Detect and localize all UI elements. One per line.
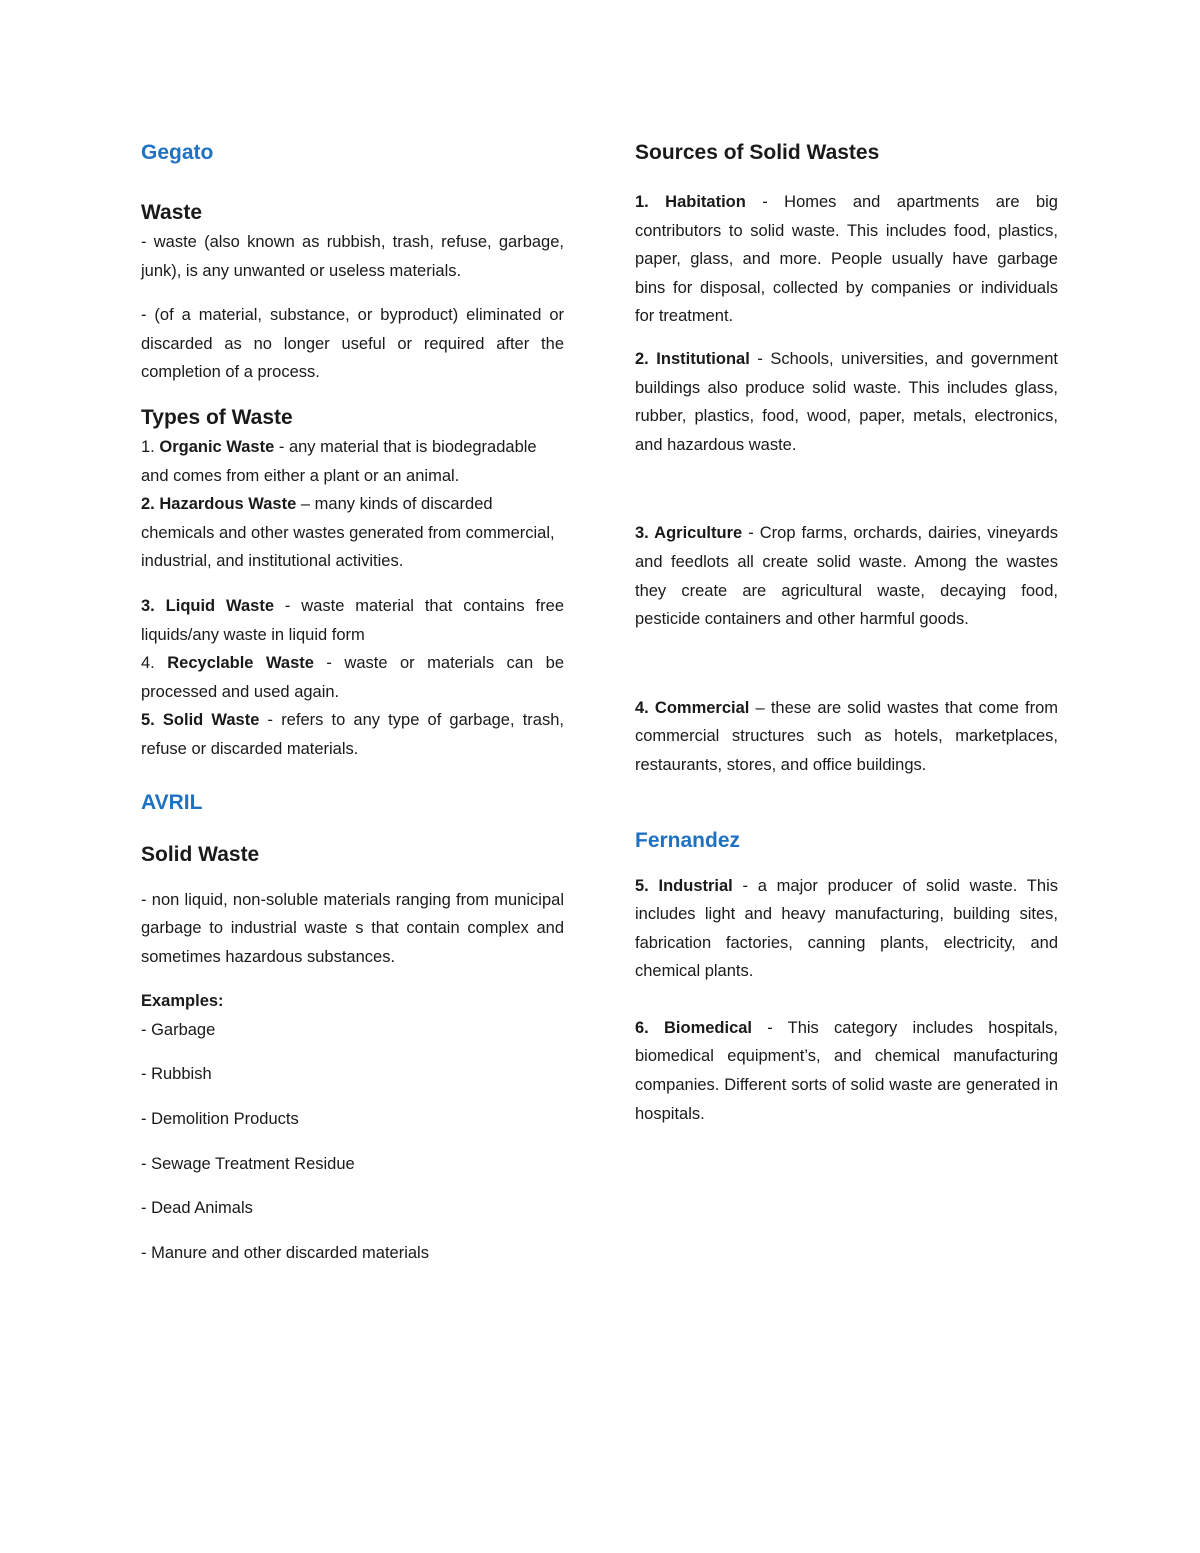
author-name-avril: AVRIL: [141, 790, 203, 814]
right-column: [635, 138, 1058, 1128]
waste-type-name: Liquid Waste: [165, 596, 275, 615]
examples-label: Examples:: [141, 992, 224, 1011]
sources-heading: Sources of Solid Wastes: [635, 141, 880, 164]
source-name: Agriculture: [654, 524, 743, 543]
types-of-waste-heading: Types of Waste: [141, 405, 293, 429]
source-institutional: 2. Institutional - Schools, universities, and government buildings also produce solid waste. This includes glass, rubber, plastics, food, wood, paper, metals, electronics, and hazardous waste.: [635, 349, 1058, 454]
waste-type-name: Recyclable Waste: [167, 654, 314, 673]
source-agriculture: 3. Agriculture - Crop farms, orchards, dairies, vineyards and feedlots all create solid waste. Among the wastes they create are agricultural waste, decaying food, pesticide containers and other harmful goods.: [635, 524, 1058, 629]
solid-waste-definition: - non liquid, non-soluble materials ranging from municipal garbage to industrial waste s that contain complex and sometimes hazardous substances.: [141, 890, 564, 966]
source-name: Institutional: [656, 349, 750, 368]
source-name: Commercial: [654, 698, 750, 717]
example-item: - Sewage Treatment Residue: [141, 1154, 355, 1173]
source-industrial: 5. Industrial - a major producer of solid waste. This includes light and heavy manufacturing, building sites, fabrication factories, canning plants, electricity, and chemical plants.: [635, 876, 1058, 981]
waste-definition-1: - waste (also known as rubbish, trash, refuse, garbage, junk), is any unwanted or useless materials.: [141, 233, 564, 280]
example-item: - Garbage: [141, 1020, 216, 1039]
waste-type-recyclable: 4. Recyclable Waste - waste or materials can be processed and used again.: [141, 654, 564, 701]
waste-type-name: Hazardous Waste: [159, 495, 297, 514]
author-name-fernandez: Fernandez: [635, 828, 741, 852]
waste-heading: Waste: [141, 201, 203, 224]
source-habitation: 1. Habitation - Homes and apartments are big contributors to solid waste. This includes food, plastics, paper, glass, and more. People usually have garbage bins for disposal, collected by companies or individuals for treatment.: [635, 193, 1058, 326]
source-biomedical: 6. Biomedical - This category includes hospitals, biomedical equipment’s, and chemical manufacturing companies. Different sorts of solid waste are generated in hospitals.: [635, 1018, 1058, 1123]
solid-waste-heading: Solid Waste: [141, 842, 260, 866]
example-item: - Dead Animals: [141, 1199, 253, 1218]
example-item: - Demolition Products: [141, 1110, 299, 1129]
example-item: - Rubbish: [141, 1065, 212, 1084]
waste-type-solid: 5. Solid Waste - refers to any type of garbage, trash, refuse or discarded materials.: [141, 711, 564, 758]
waste-type-name: Solid Waste: [162, 711, 260, 730]
source-commercial: 4. Commercial – these are solid wastes that come from commercial structures such as hotels, marketplaces, restaurants, stores, and office buildings.: [635, 698, 1058, 774]
source-name: Industrial: [658, 876, 733, 895]
source-name: Habitation: [665, 193, 746, 211]
waste-type-liquid: 3. Liquid Waste - waste material that contains free liquids/any waste in liquid form: [141, 596, 564, 644]
waste-type-name: Organic Waste: [159, 437, 275, 456]
waste-type-hazardous: 2. Hazardous Waste – many kinds of discarded chemicals and other wastes generated from commercial, industrial, and institutional activities.: [141, 495, 555, 571]
waste-definition-2: - (of a material, substance, or byproduct) eliminated or discarded as no longer useful or required after the completion of a process.: [141, 306, 564, 382]
source-name: Biomedical: [663, 1018, 753, 1037]
author-name-gegato: Gegato: [141, 141, 214, 164]
left-column: [141, 138, 564, 1267]
example-item: - Manure and other discarded materials: [141, 1243, 429, 1262]
waste-type-organic: 1. Organic Waste - any material that is biodegradable and comes from either a plant or an animal.: [141, 437, 537, 485]
